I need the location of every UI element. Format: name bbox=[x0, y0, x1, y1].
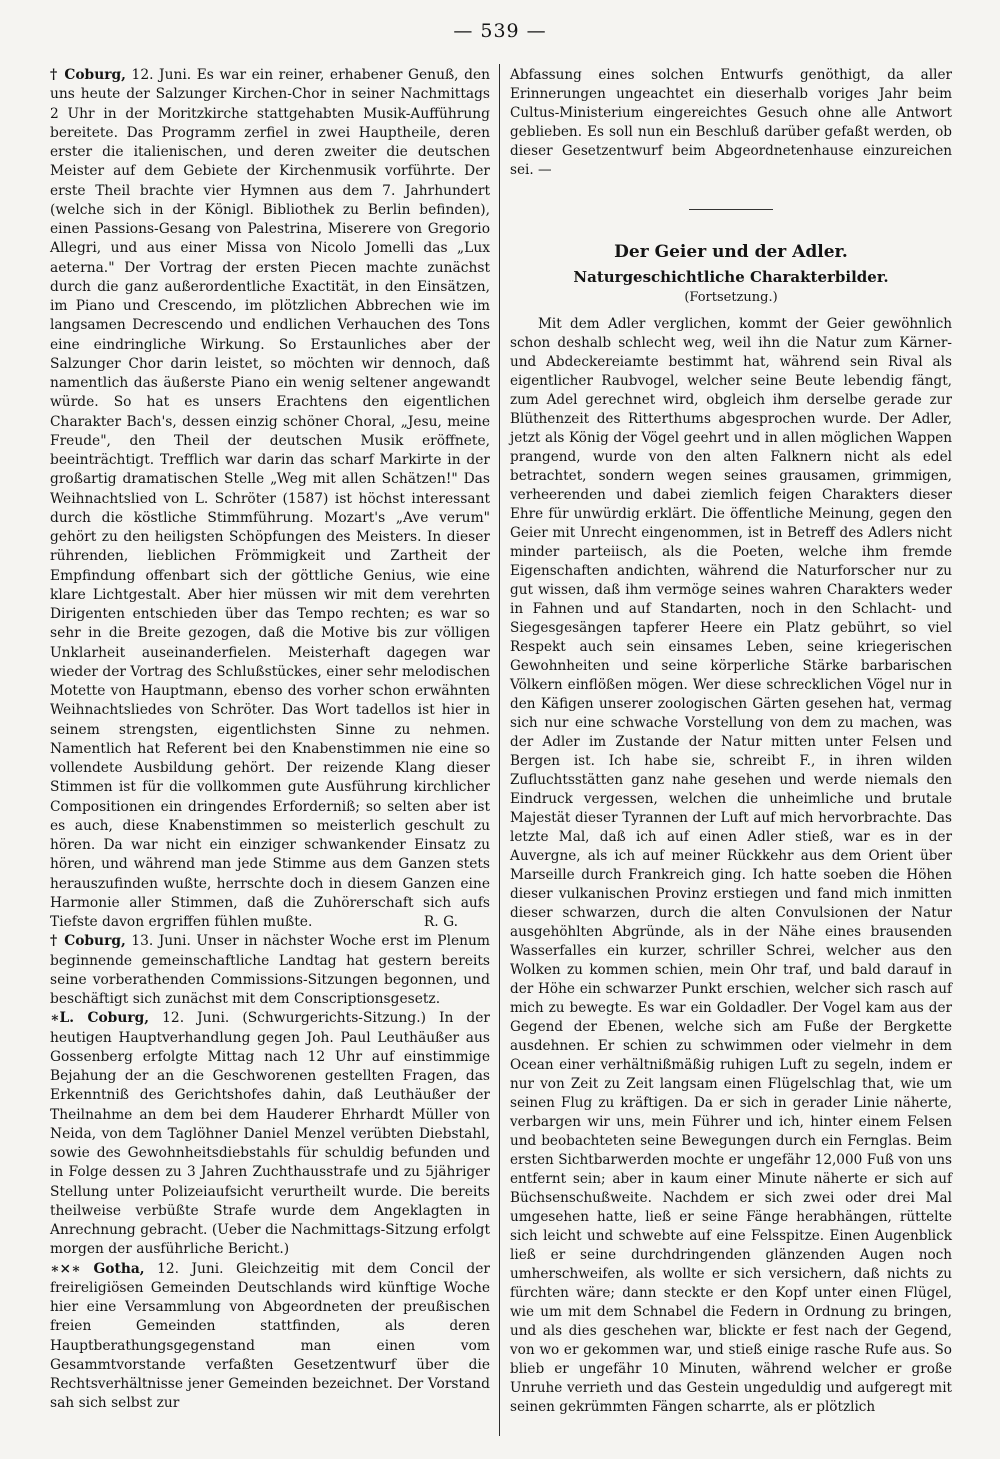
article-signature: R. G. bbox=[423, 914, 458, 930]
dateline-place: ∗L. Coburg, bbox=[50, 1010, 150, 1027]
article-gotha-continuation: Abfassung eines solchen Entwurfs genöthigt, da aller Erinnerungen ungeachtet ein dieserhalb voriges Jahr beim Cultus-Ministerium eingereichtes Gesuch ohne alle Antwort geblieben. Es soll nun ein Beschluß darüber gefaßt werden, ob dieser Gesetzentwurf beim Abgeordnetenhause einzureichen sei. — bbox=[510, 67, 952, 178]
dateline-date: 12. Juni. bbox=[157, 1260, 224, 1277]
dateline-place: ∗⨯∗ Gotha, bbox=[50, 1260, 145, 1277]
feature-text: Mit dem Adler verglichen, kommt der Geier gewöhnlich schon deshalb schlecht weg, weil ihn die Natur zum Kärner- und Abdeckereiamte bestimmt hat, während sein Rival als eigentlicher Raubvogel, welcher seine Beute lebendig fängt, zum Adel gerechnet wird, obgleich ihm derselbe gerade zur Blüthenzeit des Ritterthums abgesprochen wurde. Der Adler, jetzt als König der Vögel geehrt und in allen möglichen Wappen prangend, wurde von den alten Falknern nicht als edel betrachtet, sondern wegen seines grausamen, grimmigen, verheerenden und dabei ziemlich feigen Charakters dieser Ehre für unwürdig erklärt. Die öffentliche Meinung, gegen den Geier mit Unrecht eingenommen, ist in Betreff des Adlers nicht minder parteiisch, als die Poeten, welche ihm fremde Eigenschaften andichten, während die Naturforscher nur zu gut wissen, daß ihm vermöge seines wahren Charakters weder in Fahnen und auf Standarten, noch in den Schlacht- und Siegesgesängen tapferer Heere ein Platz gebührt, so viel Respekt auch sein einsames Leben, seine kriegerischen Gewohnheiten und seine körperliche Stärke barbarischen Völkern einflößen mögen. Wer diese schrecklichen Vögel nur in den Käfigen unserer zoologischen Gärten gesehen hat, vermag sich nur eine schwache Vorstellung von dem zu machen, was der Adler im Zustande der Natur mitten unter Felsen und Bergen ist. Ich habe sie, schreibt F., in ihren wilden Zufluchtsstätten ganz nahe gesehen und werde niemals den Eindruck vergessen, welchen die unheimliche und brutale Majestät dieser Tyrannen der Luft auf mich hervorbrachte. Das letzte Mal, daß ich auf einen Adler stieß, war es in der Auvergne, als ich auf meiner Rückkehr aus dem Orient über Marseille durch Frankreich ging. Ich hatte soeben die Höhen dieser vulkanischen Provinz erstiegen und fand mich inmitten dieser schwarzen, durch die alten Convulsionen der Natur ausgehöhlten Abgründe, als in der Nähe eines brausenden Wasserfalles ein kurzer, schriller Schrei, welcher aus den Wolken zu kommen schien, mein Ohr traf, und bald darauf in der Höhe ein schwarzer Punkt erschien, welcher sich rasch auf mich zu bewegte. Es war ein Goldadler. Der Vogel kam aus der Gegend der Ebenen, welche sich am Fuße der Bergkette ausdehnen. Er schien zu schwimmen oder vielmehr in dem Ocean einer verhältnißmäßig ruhigen Luft zu segeln, indem er nur von Zeit zu Zeit langsam einen Flügelschlag that, wie um seinen Flug zu kräftigen. Da er sich in gerader Linie näherte, verbargen wir uns, mein Führer und ich, hinter einem Felsen und beobachteten seine Bewegungen durch ein Fernglas. Beim ersten Sichtbarwerden mochte er ungefähr 12,000 Fuß von uns entfernt sein; aber in kaum einer Minute näherte er sich auf Büchsenschußweite. Nachdem er sich zwei oder drei Mal umgesehen hatte, ließ er seine Fänge herabhängen, rüttelte sich leicht und schwebte auf eine Felsspitze. Einen Augenblick ließ er seine durchdringenden glänzenden Augen noch umherschweifen, als wollte er sich versichern, daß nichts zu fürchten wäre; dann steckte er den Kopf unter einen Flügel, wie um mit dem Schnabel die Federn in Ordnung zu bringen, und als dies geschehen war, blickte er fest nach der Gegend, von wo er gekommen war, und stieß einige rasche Rufe aus. So blieb er ungefähr 10 Minuten, während welcher er große Unruhe verrieth und das Gestein ungeduldig und aufgeregt mit seinen gekrümmten Fängen scharrte, als er plötzlich bbox=[510, 316, 952, 1415]
dateline-date: 12. Juni. bbox=[131, 67, 192, 83]
dateline-date: 13. Juni. bbox=[131, 933, 191, 950]
dateline-place: † Coburg, bbox=[50, 67, 126, 83]
article-text: Gleichzeitig mit dem Concil der freireligiösen Gemeinden Deutschlands wird künftige Woche hier eine Versammlung von Abgeordneten der preußischen freien Gemeinden stattfinden, als deren Hauptberathungsgegenstand man einen vom Gesammtvorstande verfaßten Gesetzentwurf über die Rechtsverhältnisse jener Gemeinden bezeichnet. Der Vorstand sah sich selbst zur bbox=[50, 1260, 490, 1412]
page-number: — 539 — bbox=[453, 20, 547, 42]
article-coburg-concert bbox=[50, 66, 490, 932]
section-separator bbox=[689, 209, 773, 210]
article-coburg-court bbox=[50, 1009, 490, 1259]
article-gotha bbox=[50, 1260, 490, 1414]
feature-title: Der Geier und der Adler. bbox=[614, 242, 848, 262]
article-coburg-landtag bbox=[50, 932, 490, 1009]
feature-subtitle: Naturgeschichtliche Charakterbilder. bbox=[573, 268, 889, 286]
column-divider bbox=[499, 64, 500, 1436]
dateline-date: 12. Juni. bbox=[162, 1010, 230, 1027]
article-text: (Schwurgerichts-Sitzung.) In der heutigen Hauptverhandlung gegen Joh. Paul Leuthäußer aus Gossenberg erfolgte Mittag nach 12 Uhr auf einstimmige Bejahung der an die Geschworenen gestellten Fragen, das Erkenntniß des Gerichtshofes dahin, daß Leuthäußer der Theilnahme an dem bei dem Hauderer Ehrhardt Müller von Neida, von dem Taglöhner Daniel Menzel verübten Diebstahl, sowie des Gewohnheitsdiebstahls für schuldig befunden und in Folge dessen zu 3 Jahren Zuchthausstrafe und zu 5jähriger Stellung unter Polizeiaufsicht verurtheilt wurde. Die bereits theilweise verbüßte Strafe wurde dem Angeklagten in Anrechnung gebracht. (Ueber die Nachmittags-Sitzung erfolgt morgen der ausführliche Bericht.) bbox=[50, 1010, 491, 1258]
article-text: Unser in nächster Woche erst im Plenum beginnende gemeinschaftliche Landtag hat gestern bereits seine vorberathenden Commissions-Sitzungen begonnen, und beschäftigt sich zunächst mit dem Conscriptionsgesetz. bbox=[50, 933, 490, 1007]
right-column bbox=[510, 66, 952, 1417]
left-column bbox=[50, 66, 490, 1414]
dateline-place: † Coburg, bbox=[50, 933, 126, 950]
feature-continued-note: (Fortsetzung.) bbox=[684, 290, 778, 305]
article-text: Es war ein reiner, erhabener Genuß, den uns heute der Salzunger Kirchen-Chor in seiner Nachmittags 2 Uhr in der Moritzkirche stattgehabten Musik-Aufführung bereitete. Das Programm zerfiel in zwei Hauptheile, deren erster die italienischen, und deren zweiter die deutschen Meister auf dem Gebiete der Kirchenmusik vorführte. Der erste Theil brachte vier Hymnen aus dem 7. Jahrhundert (welche sich in der Königl. Bibliothek zu Berlin befinden), einen Passions-Gesang von Palestrina, Miserere von Gregorio Allegri, und aus einer Missa von Nicolo Jomelli das „Lux aeterna." Der Vortrag der ersten Piecen machte zunächst durch die ganz außerordentliche Exactität, in den Einsätzen, im Piano und Crescendo, im plötzlichen Abbrechen wie im langsamen Decrescendo und endlichen Verhauchen des Tons eine eindringliche Wirkung. So Erstaunliches aber der Salzunger Chor darin leistet, so möchten wir dennoch, daß namentlich das äußerste Piano ein wenig seltener angewandt würde. So hat es unsers Erachtens den eigentlichen Charakter Bach's, dessen einzig schöner Choral, „Jesu, meine Freude", den Theil der deutschen Musik eröffnete, beeinträchtigt. Trefflich war darin das scharf Markirte in der großartig dramatischen Stelle „Weg mit allen Schätzen!" Das Weihnachtslied von L. Schröter (1587) ist höchst interessant durch die köstliche Stimmführung. Mozart's „Ave verum" gehört zu den heiligsten Schöpfungen des Meisters. In dieser rührenden, lieblichen Frömmigkeit und Zartheit der Empfindung offenbart sich der göttliche Genius, wie eine klare Lichtgestalt. Aber hier müssen wir mit dem verehrten Dirigenten entschieden über das Tempo rechten; es war so sehr in die Breite gezogen, daß die Motive bis zur völligen Unklarheit auseinanderfielen. Meisterhaft dagegen war wieder der Vortrag des Schlußstückes, einer sehr melodischen Motette von Hauptmann, ebenso des vorher schon erwähnten Weihnachtsliedes von Schröter. Das Wort tadellos ist hier in seinem strengsten, eigentlichsten Sinne zu nehmen. Namentlich hat Referent bei den Knabenstimmen nie eine so vollendete Ausbildung gehört. Der reizende Klang dieser Stimmen ist für die vollkommen gute Ausführung kirchlicher Compositionen ein dringendes Erforderniß; so selten aber ist es auch, diese Knabenstimmen so meisterlich geschult zu hören. Da war nicht ein einziger schwankender Einsatz zu hören, und während man jede Stimme aus dem Ganzen stets herauszufinden wußte, herrschte doch in diesem Ganzen eine Harmonie aller Stimmen, daß die Zuhörerschaft sich aufs Tiefste davon ergriffen fühlen mußte. bbox=[50, 67, 491, 930]
